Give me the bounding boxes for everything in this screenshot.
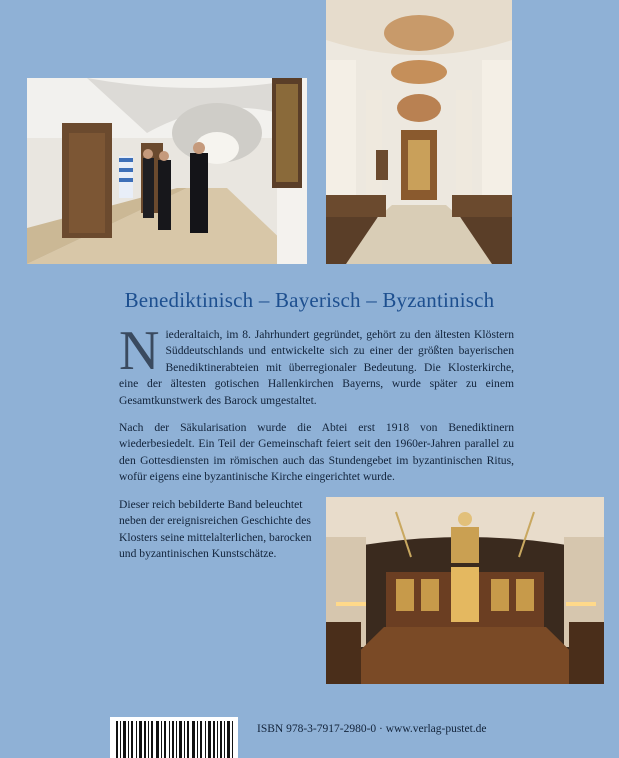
paragraph-intro — [119, 320, 514, 409]
paragraph-history: Nach der Säkularisation wurde die Abtei erst 1918 von Benediktinern wiederbesiedelt. Ein Teil der Gemeinschaft feiert seit den 1960er-Jahren parallel zu den Gottesdiensten im römischen auch das Stundengebet im byzantinischen Ritus, wofür eigens eine byzantinische Kirche eingerichtet wurde. — [119, 421, 514, 484]
photo-monastery-corridor — [27, 78, 307, 264]
isbn-publisher-line: ISBN 978-3-7917-2980-0 · www.verlag-pustet.de — [257, 723, 487, 735]
paragraph-intro-text: iederaltaich, im 8. Jahrhundert gegründet, gehört zu den ältesten Klöstern Süddeutschlands und entwickelte sich zu einer der größten bayerischen Benediktinerabteien mit überregionaler Bedeutung. Die Klosterkirche, eine der ältesten gotischen Hallenkirchen Bayerns, wurde später zu einem Gesamtkunstwerk des Barock umgestaltet. — [119, 328, 514, 407]
photo-church-interior — [326, 0, 512, 264]
photo-byzantine-chapel — [326, 497, 604, 684]
cover-heading: Benediktinisch – Bayerisch – Byzantinisch — [124, 288, 495, 312]
barcode — [110, 717, 238, 758]
drop-cap: N — [119, 320, 160, 382]
paragraph-book-summary: Dieser reich bebilderte Band beleuchtet neben der ereignisreichen Geschichte des Klosters seine mittelalterlichen, barocken und byzantinischen Kunstschätze. — [119, 498, 312, 561]
